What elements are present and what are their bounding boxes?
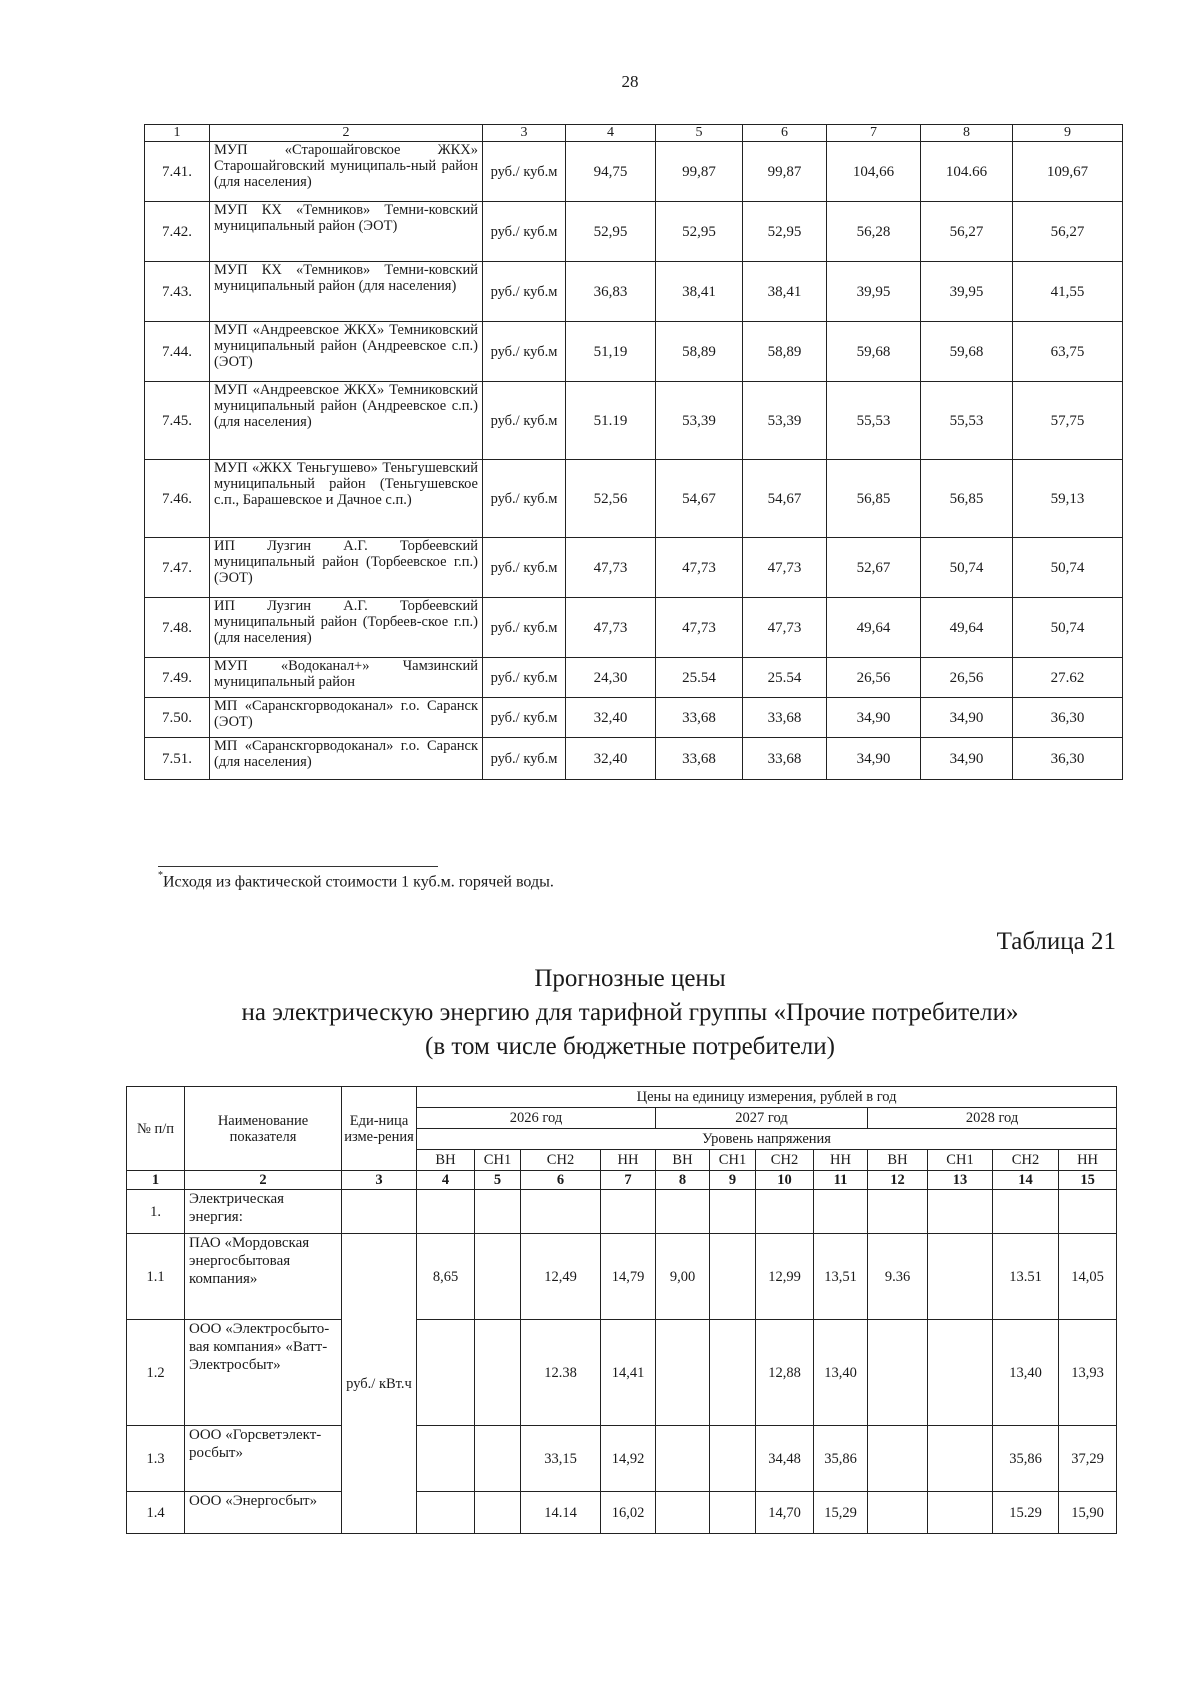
row-name: МУП «Старошайговское ЖКХ» Старошайговский муниципаль-ный район (для населения) [210,142,483,202]
row-value: 14.14 [521,1492,601,1534]
table-title-line1: Прогнозные цены [534,965,726,992]
table-title-line3: (в том числе бюджетные потребители) [425,1033,835,1060]
row-value [928,1492,993,1534]
row-value [601,1190,656,1234]
row-value [814,1190,868,1234]
row-name: МУП «Водоканал+» Чамзинский муниципальный район [210,658,483,698]
row-value: 13,51 [814,1234,868,1320]
row-number: 7.42. [145,202,210,262]
row-value [475,1190,521,1234]
row-value: 35,86 [993,1426,1059,1492]
row-number: 7.45. [145,382,210,460]
row-unit-empty [342,1190,417,1234]
row-unit: руб./ куб.м [483,538,566,598]
row-name: ПАО «Мордовская энергосбытовая компания» [185,1234,342,1320]
row-value: 26,56 [827,658,921,698]
row-value: 56,27 [921,202,1013,262]
row-value: 57,75 [1013,382,1123,460]
row-value [417,1190,475,1234]
row-number: 7.50. [145,698,210,738]
header-index-cell: 9 [710,1171,756,1190]
row-value: 13,40 [814,1320,868,1426]
row-name: МУП КХ «Темников» Темни-ковский муниципальный район (для населения) [210,262,483,322]
page-number: 28 [621,72,639,91]
header-year: 2028 год [868,1108,1117,1129]
row-value: 38,41 [743,262,827,322]
row-value: 34,90 [827,698,921,738]
row-unit: руб./ куб.м [483,598,566,658]
row-name: ИП Лузгин А.Г. Торбеевский муниципальный район (Торбеев-ское г.п.) (для населения) [210,598,483,658]
row-unit: руб./ куб.м [483,738,566,780]
row-unit: руб./ куб.м [483,382,566,460]
row-value: 33,15 [521,1426,601,1492]
table-row [145,738,1123,780]
table-row [145,460,1123,538]
row-value: 49,64 [921,598,1013,658]
header-voltage-level: НН [814,1150,868,1171]
header-voltage-level: НН [1059,1150,1117,1171]
row-value: 33,68 [743,738,827,780]
row-value: 33,68 [743,698,827,738]
row-value: 59,68 [827,322,921,382]
row-number: 1.1 [127,1234,185,1320]
header-cell: 1 [145,125,210,142]
header-prices: Цены на единицу измерения, рублей в год [417,1087,1117,1108]
row-value: 9,00 [656,1234,710,1320]
row-value: 14,92 [601,1426,656,1492]
row-value: 16,02 [601,1492,656,1534]
row-value: 13.51 [993,1234,1059,1320]
footnote-text: Исходя из фактической стоимости 1 куб.м. горячей воды. [163,873,554,891]
row-value: 34,48 [756,1426,814,1492]
table-row [145,262,1123,322]
row-name: ИП Лузгин А.Г. Торбеевский муниципальный район (Торбеевское г.п.) (ЭОТ) [210,538,483,598]
row-value: 39,95 [921,262,1013,322]
row-unit: руб./ куб.м [483,142,566,202]
row-value: 55,53 [921,382,1013,460]
row-value [928,1320,993,1426]
header-index-cell: 7 [601,1171,656,1190]
row-value: 14,41 [601,1320,656,1426]
header-voltage-level: СН2 [756,1150,814,1171]
row-value: 54,67 [743,460,827,538]
row-value: 53,39 [656,382,743,460]
row-number: 7.47. [145,538,210,598]
row-name: МУП КХ «Темников» Темни-ковский муниципальный район (ЭОТ) [210,202,483,262]
header-voltage-level: НН [601,1150,656,1171]
row-value: 15.29 [993,1492,1059,1534]
row-name: Электрическая энергия: [185,1190,342,1234]
table-header-row [127,1087,1117,1108]
row-unit: руб./ куб.м [483,658,566,698]
row-value [928,1426,993,1492]
row-value [756,1190,814,1234]
footnote-divider [158,866,438,867]
row-value: 51.19 [566,382,656,460]
header-index-cell: 5 [475,1171,521,1190]
row-value: 109,67 [1013,142,1123,202]
row-value: 52,95 [566,202,656,262]
header-voltage-level: ВН [656,1150,710,1171]
row-value: 99,87 [656,142,743,202]
row-number: 1.4 [127,1492,185,1534]
header-name: Наименование показателя [185,1087,342,1171]
header-cell: 3 [483,125,566,142]
row-value: 58,89 [743,322,827,382]
row-value [475,1320,521,1426]
row-value: 52,95 [656,202,743,262]
header-num: № п/п [127,1087,185,1171]
header-index-cell: 8 [656,1171,710,1190]
table-row [127,1190,1117,1234]
row-value: 49,64 [827,598,921,658]
table-row [145,698,1123,738]
row-name: ООО «Электросбыто-вая компания» «Ватт-Электросбыт» [185,1320,342,1426]
row-unit: руб./ куб.м [483,202,566,262]
row-value [417,1426,475,1492]
row-number: 7.49. [145,658,210,698]
row-value: 52,67 [827,538,921,598]
table-index-row [127,1171,1117,1190]
row-value: 104.66 [921,142,1013,202]
row-unit: руб./ куб.м [483,698,566,738]
row-number: 1. [127,1190,185,1234]
row-value: 58,89 [656,322,743,382]
row-value: 47,73 [566,598,656,658]
header-voltage-level: ВН [417,1150,475,1171]
row-value: 53,39 [743,382,827,460]
row-name: ООО «Горсветэлект-росбыт» [185,1426,342,1492]
row-value [1059,1190,1117,1234]
row-value: 15,90 [1059,1492,1117,1534]
header-index-cell: 1 [127,1171,185,1190]
row-value: 34,90 [827,738,921,780]
row-name: МУП «ЖКХ Теньгушево» Теньгушевский муниципальный район (Теньгушевское с.п., Барашевское и Дачное с.п.) [210,460,483,538]
row-value: 14,70 [756,1492,814,1534]
row-value: 25.54 [743,658,827,698]
header-index-cell: 2 [185,1171,342,1190]
header-index-cell: 14 [993,1171,1059,1190]
row-value: 8,65 [417,1234,475,1320]
table-header-row [145,125,1123,142]
header-cell: 9 [1013,125,1123,142]
row-value: 36,30 [1013,698,1123,738]
header-cell: 7 [827,125,921,142]
row-value: 12.38 [521,1320,601,1426]
row-value: 37,29 [1059,1426,1117,1492]
row-value [475,1426,521,1492]
row-value [475,1234,521,1320]
row-value: 34,90 [921,698,1013,738]
row-value: 35,86 [814,1426,868,1492]
row-value: 59,68 [921,322,1013,382]
header-index-cell: 3 [342,1171,417,1190]
row-value: 39,95 [827,262,921,322]
row-value: 27.62 [1013,658,1123,698]
row-value: 56,85 [921,460,1013,538]
header-voltage-level: СН1 [475,1150,521,1171]
footnote [158,872,554,891]
row-unit: руб./ куб.м [483,460,566,538]
header-cell: 5 [656,125,743,142]
row-value [656,1426,710,1492]
row-value: 50,74 [1013,598,1123,658]
header-index-cell: 15 [1059,1171,1117,1190]
header-index-cell: 13 [928,1171,993,1190]
water-tariff-table [144,124,1123,780]
row-value: 47,73 [743,538,827,598]
row-value: 47,73 [566,538,656,598]
row-value: 32,40 [566,698,656,738]
row-name: ООО «Энергосбыт» [185,1492,342,1534]
table-row [127,1234,1117,1320]
table-row [145,202,1123,262]
row-number: 7.51. [145,738,210,780]
row-value: 56,85 [827,460,921,538]
row-value: 55,53 [827,382,921,460]
row-value: 9.36 [868,1234,928,1320]
row-value [710,1426,756,1492]
header-cell: 8 [921,125,1013,142]
row-unit: руб./ кВт.ч [342,1234,417,1534]
row-value [417,1320,475,1426]
header-voltage-level: ВН [868,1150,928,1171]
header-unit: Еди-ница изме-рения [342,1087,417,1171]
table-row [145,598,1123,658]
row-value: 13,93 [1059,1320,1117,1426]
row-value [656,1320,710,1426]
row-value: 50,74 [1013,538,1123,598]
row-value: 38,41 [656,262,743,322]
row-number: 7.43. [145,262,210,322]
header-cell: 6 [743,125,827,142]
row-value: 47,73 [743,598,827,658]
header-voltage-level: СН1 [710,1150,756,1171]
row-value: 24,30 [566,658,656,698]
header-index-cell: 11 [814,1171,868,1190]
row-value: 33,68 [656,698,743,738]
table-row [145,658,1123,698]
row-value: 26,56 [921,658,1013,698]
row-value: 47,73 [656,598,743,658]
header-index-cell: 6 [521,1171,601,1190]
row-unit: руб./ куб.м [483,262,566,322]
row-name: МУП «Андреевское ЖКХ» Темниковский муниципальный район (Андреевское с.п.) (ЭОТ) [210,322,483,382]
row-value: 94,75 [566,142,656,202]
row-value: 104,66 [827,142,921,202]
row-value [868,1426,928,1492]
table-row [145,322,1123,382]
row-value [710,1320,756,1426]
row-value [710,1190,756,1234]
row-value: 33,68 [656,738,743,780]
row-value: 47,73 [656,538,743,598]
header-index-cell: 10 [756,1171,814,1190]
row-value [656,1492,710,1534]
header-year: 2026 год [417,1108,656,1129]
header-cell: 2 [210,125,483,142]
row-value: 59,13 [1013,460,1123,538]
row-value: 25.54 [656,658,743,698]
row-value: 12,88 [756,1320,814,1426]
row-value [868,1190,928,1234]
header-voltage-level: СН2 [521,1150,601,1171]
row-value: 32,40 [566,738,656,780]
row-value [656,1190,710,1234]
row-value: 14,79 [601,1234,656,1320]
row-number: 1.3 [127,1426,185,1492]
row-value: 51,19 [566,322,656,382]
row-value: 99,87 [743,142,827,202]
row-value [868,1320,928,1426]
row-value: 41,55 [1013,262,1123,322]
row-value: 63,75 [1013,322,1123,382]
header-voltage: Уровень напряжения [417,1129,1117,1150]
row-value: 15,29 [814,1492,868,1534]
table-row [145,142,1123,202]
table-title-line2: на электрическую энергию для тарифной группы «Прочие потребители» [241,999,1019,1026]
table-row [127,1492,1117,1534]
row-value: 52,95 [743,202,827,262]
row-value [928,1234,993,1320]
row-value: 36,83 [566,262,656,322]
row-value: 56,28 [827,202,921,262]
row-number: 7.48. [145,598,210,658]
header-cell: 4 [566,125,656,142]
row-number: 7.44. [145,322,210,382]
row-number: 7.46. [145,460,210,538]
row-value [710,1234,756,1320]
header-voltage-level: СН2 [993,1150,1059,1171]
row-unit: руб./ куб.м [483,322,566,382]
row-value: 13,40 [993,1320,1059,1426]
table-label: Таблица 21 [996,928,1116,955]
row-value: 56,27 [1013,202,1123,262]
row-value: 36,30 [1013,738,1123,780]
row-name: МУП «Андреевское ЖКХ» Темниковский муниципальный район (Андреевское с.п.) (для населения) [210,382,483,460]
row-number: 1.2 [127,1320,185,1426]
row-value: 12,49 [521,1234,601,1320]
header-voltage-level: СН1 [928,1150,993,1171]
row-name: МП «Саранскгорводоканал» г.о. Саранск (ЭОТ) [210,698,483,738]
row-value [928,1190,993,1234]
row-value [417,1492,475,1534]
table-row [127,1426,1117,1492]
header-year: 2027 год [656,1108,868,1129]
row-name: МП «Саранскгорводоканал» г.о. Саранск (для населения) [210,738,483,780]
footnote-marker: * [158,870,163,881]
row-value: 54,67 [656,460,743,538]
row-number: 7.41. [145,142,210,202]
row-value: 12,99 [756,1234,814,1320]
table-row [127,1320,1117,1426]
row-value [710,1492,756,1534]
row-value [521,1190,601,1234]
row-value [475,1492,521,1534]
row-value [868,1492,928,1534]
table-row [145,538,1123,598]
table-row [145,382,1123,460]
row-value: 52,56 [566,460,656,538]
electricity-price-table [126,1086,1117,1534]
row-value: 50,74 [921,538,1013,598]
header-index-cell: 4 [417,1171,475,1190]
row-value: 14,05 [1059,1234,1117,1320]
row-value [993,1190,1059,1234]
row-value: 34,90 [921,738,1013,780]
header-index-cell: 12 [868,1171,928,1190]
